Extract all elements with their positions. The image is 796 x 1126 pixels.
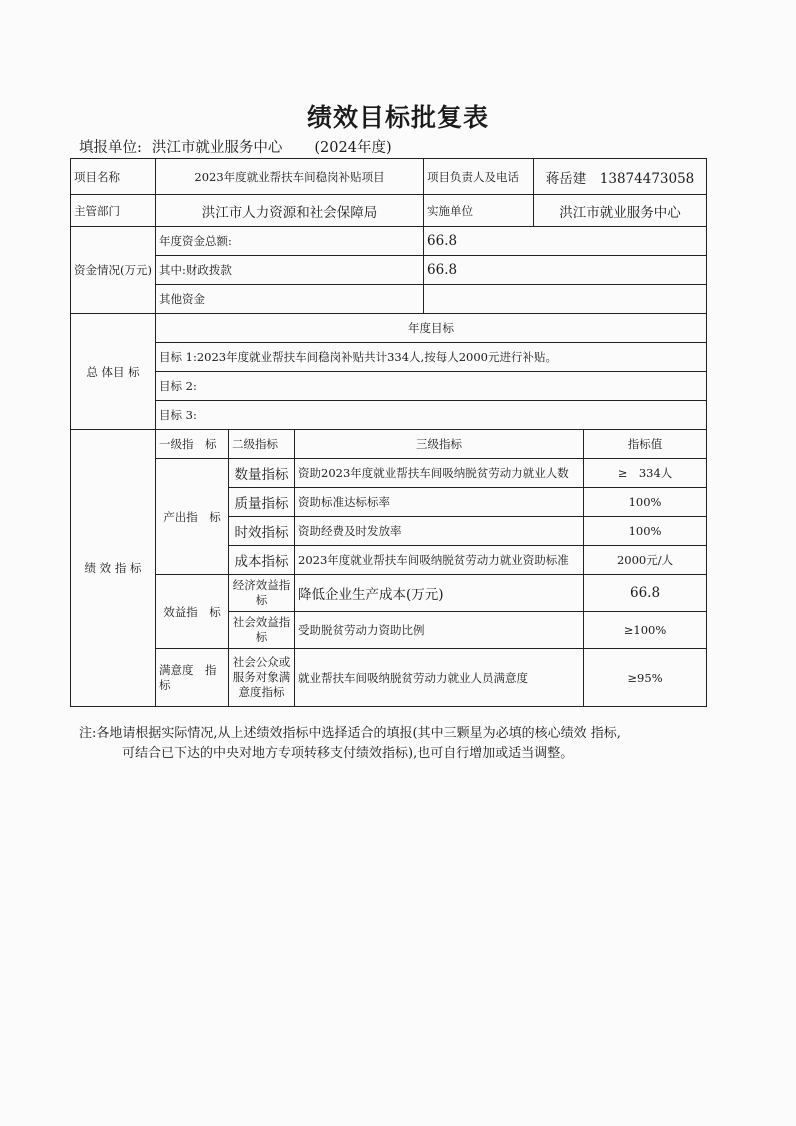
performance-table [70,158,707,707]
value-cell: 100% [584,517,707,546]
funds-total-value: 66.8 [424,227,707,256]
impl-value: 洪江市就业服务中心 [534,195,707,227]
dept-label: 主管部门 [71,195,156,227]
project-name-row [71,159,707,195]
level3-cell: 2023年度就业帮扶车间吸纳脱贫劳动力就业资助标准 [295,546,584,575]
project-name-value: 2023年度就业帮扶车间稳岗补贴项目 [156,159,424,195]
value-cell: ≥95% [584,649,707,707]
dept-value: 洪江市人力资源和社会保障局 [156,195,424,227]
project-name-label: 项目名称 [71,159,156,195]
footnote-line-1: 注:各地请根据实际情况,从上述绩效指标中选择适合的填报(其中三颗星为必填的核心绩效 指标, [79,726,621,741]
indicator-row [71,575,707,612]
funds-fiscal-row [71,256,707,285]
reporting-unit-line [79,136,392,157]
level2-cell: 数量指标 [229,459,295,488]
funds-fiscal-value: 66.8 [424,256,707,285]
funds-other-value [424,285,707,314]
output-label: 产出指 标 [156,459,229,575]
funds-other-label: 其他资金 [156,285,424,314]
goal-row-3 [71,401,707,430]
value-cell: ≥100% [584,612,707,649]
footnote-line-2: 可结合已下达的中央对地方专项转移支付绩效指标),也可自行增加或适当调整。 [122,746,574,761]
manager-label: 项目负责人及电话 [424,159,534,195]
goal-row-1 [71,343,707,372]
level3-cell: 受助脱贫劳动力资助比例 [295,612,584,649]
funds-total-row [71,227,707,256]
unit-value: 洪江市就业服务中心 [151,140,283,156]
value-cell: 66.8 [584,575,707,612]
level2-cell: 经济效益指标 [229,575,295,612]
value-cell: 100% [584,488,707,517]
indicator-header-row [71,430,707,459]
level2-cell: 社会公众或服务对象满意度指标 [229,649,295,707]
satisfaction-label: 满意度 指标 [156,649,229,707]
page-title: 绩效目标批复表 [306,103,489,132]
level3-header: 三级指标 [295,430,584,459]
value-cell: ≥ 334人 [584,459,707,488]
level2-cell: 成本指标 [229,546,295,575]
goal-3: 目标 3: [156,401,707,430]
level3-cell: 资助标准达标标率 [295,488,584,517]
level3-cell: 资助2023年度就业帮扶车间吸纳脱贫劳动力就业人数 [295,459,584,488]
level2-header: 二级指标 [229,430,295,459]
footnote [79,724,719,764]
level3-cell: 降低企业生产成本(万元) [295,575,584,612]
goals-label: 总 体目 标 [71,314,156,430]
level2-cell: 社会效益指标 [229,612,295,649]
indicators-label: 绩 效 指 标 [71,430,156,707]
level2-cell: 时效指标 [229,517,295,546]
level2-cell: 质量指标 [229,488,295,517]
level3-cell: 就业帮扶车间吸纳脱贫劳动力就业人员满意度 [295,649,584,707]
indicator-row [71,649,707,707]
level3-cell: 资助经费及时发放率 [295,517,584,546]
goals-header: 年度目标 [156,314,707,343]
value-header: 指标值 [584,430,707,459]
value-cell: 2000元/人 [584,546,707,575]
funds-total-label: 年度资金总额: [156,227,424,256]
impl-label: 实施单位 [424,195,534,227]
goal-1: 目标 1:2023年度就业帮扶车间稳岗补贴共计334人,按每人2000元进行补贴。 [156,343,707,372]
goal-row-2 [71,372,707,401]
funds-label: 资金情况(万元) [71,227,156,314]
unit-label: 填报单位: [79,140,142,156]
year-label: (2024年度) [314,140,392,156]
goal-2: 目标 2: [156,372,707,401]
dept-row [71,195,707,227]
manager-value: 蒋岳建 13874473058 [534,159,707,195]
funds-fiscal-label: 其中:财政拨款 [156,256,424,285]
goals-header-row [71,314,707,343]
benefit-label: 效益指 标 [156,575,229,649]
funds-other-row [71,285,707,314]
level1-header: 一级指 标 [156,430,229,459]
indicator-row [71,459,707,488]
